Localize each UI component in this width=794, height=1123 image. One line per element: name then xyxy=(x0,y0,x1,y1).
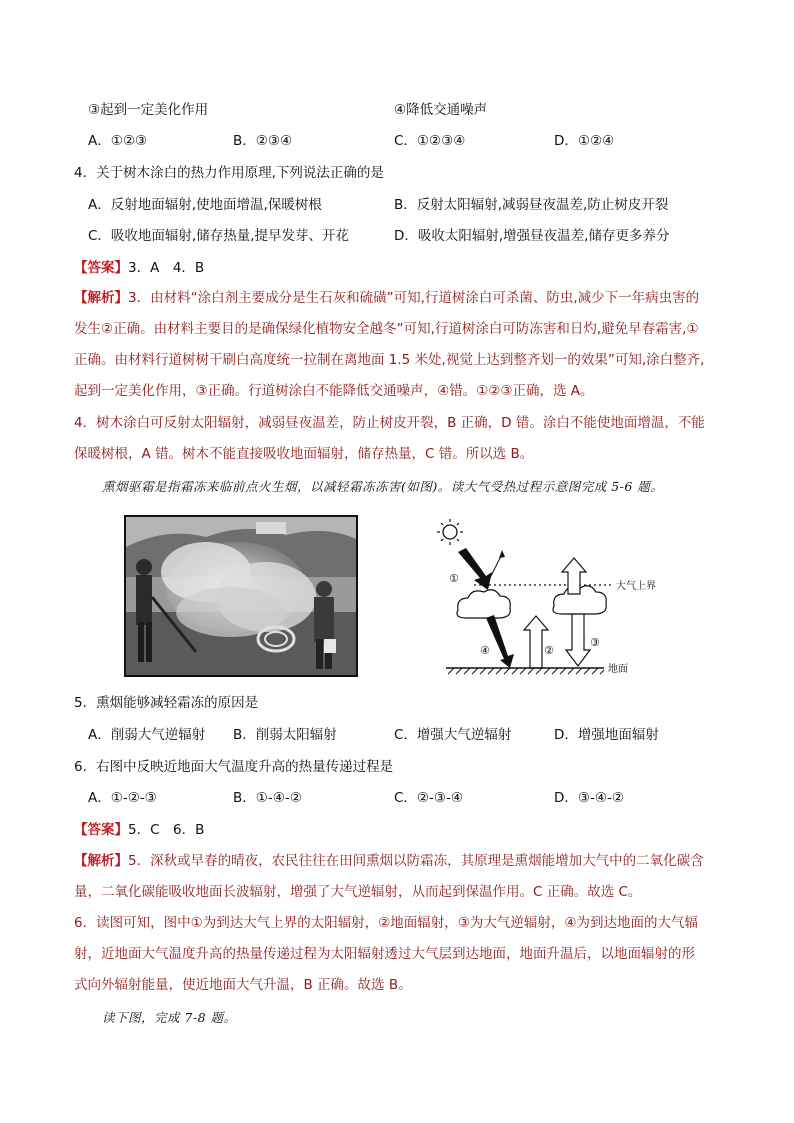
marker-2: ② xyxy=(544,644,554,657)
intro-7-8: 读下图，完成 7-8 题。 xyxy=(102,1010,237,1025)
q5-choice-a: A．削弱大气逆辐射 xyxy=(88,727,206,743)
explanation-3-4-line5: 4．树木涂白可反射太阳辐射，减弱昼夜温差，防止树皮开裂，B 正确，D 错。涂白不能使地面增温，不能 xyxy=(74,415,705,431)
explanation-3-4-line3: 正确。由材料行道树树干刷白高度统一拉制在离地面 1.5 米处,视觉上达到整齐划一的效果”可知,涂白整齐, xyxy=(74,352,705,368)
explanation-text: 3．由材料“涂白剂主要成分是生石灰和硫磺”可知,行道树涂白可杀菌、防虫,减少下一年病虫害的 xyxy=(128,290,700,306)
q3-choice-d: D．①②④ xyxy=(554,133,615,149)
sun-icon xyxy=(437,519,463,545)
explanation-5-6-line5: 式向外辐射能量，使近地面大气升温，B 正确。故选 B。 xyxy=(74,977,412,993)
explanation-tag: 【解析】 xyxy=(74,853,128,869)
answer-text: 5．C 6．B xyxy=(128,822,205,838)
q6-choice-c: C．②-③-④ xyxy=(394,790,463,806)
explanation-3-4-line1 xyxy=(74,288,699,308)
explanation-3-4-line4: 起到一定美化作用，③正确。行道树涂白不能降低交通噪声，④错。①②③正确，选 A。 xyxy=(74,383,594,399)
answer-text: 3．A 4．B xyxy=(128,260,205,276)
q6-choice-a: A．①-②-③ xyxy=(88,790,157,806)
q3-option-4: ④降低交通噪声 xyxy=(394,102,488,118)
top-of-atmosphere-label: 大气上界 xyxy=(616,581,656,592)
explanation-5-6-line3 xyxy=(74,913,698,933)
explanation-3-4-line6: 保暖树根，A 错。树木不能直接吸收地面辐射，储存热量，C 错。所以选 B。 xyxy=(74,446,534,462)
q4-choice-c: C．吸收地面辐射,储存热量,提早发芽、开花 xyxy=(88,228,350,244)
ground-label: 地面 xyxy=(608,664,628,675)
explanation-text-highlight: ②地面辐射，③为大气逆辐射，④为到达地面的大气辐 xyxy=(378,915,699,931)
q5-choice-d: D．增强地面辐射 xyxy=(554,727,659,743)
explanation-5-6-line2: 量，二氧化碳能吸收地面长波辐射，增强了大气逆辐射，从而起到保温作用。C 正确。故选 C。 xyxy=(74,884,642,900)
q4-choice-b: B．反射太阳辐射,减弱昼夜温差,防止树皮开裂 xyxy=(394,197,669,213)
cloud-left-icon xyxy=(457,590,510,618)
q5-choice-c: C．增强大气逆辐射 xyxy=(394,727,512,743)
atmosphere-heating-diagram xyxy=(436,518,686,676)
explanation-5-6-line1 xyxy=(74,851,704,871)
explanation-text: 5．深秋或早春的晴夜，农民往往在田间熏烟以防霜冻，其原理是熏烟能增加大气中的二氧化碳含 xyxy=(128,853,704,869)
answer-tag: 【答案】 xyxy=(74,822,128,838)
q3-choice-b: B．②③④ xyxy=(233,133,293,149)
explanation-tag: 【解析】 xyxy=(74,290,128,306)
q6-choice-b: B．①-④-② xyxy=(233,790,302,806)
q3-choice-c: C．①②③④ xyxy=(394,133,466,149)
q3-choice-a: A．①②③ xyxy=(88,133,148,149)
intro-5-6: 熏烟驱霜是指霜冻来临前点火生烟，以减轻霜冻冻害(如图)。读大气受热过程示意图完成 5-6 题。 xyxy=(102,479,664,494)
smoke-fumigation-photo xyxy=(124,515,358,677)
q4-choice-d: D．吸收太阳辐射,增强昼夜温差,储存更多养分 xyxy=(394,228,670,244)
marker-3: ③ xyxy=(590,636,600,649)
explanation-5-6-line4: 射，近地面大气温度升高的热量传递过程为太阳辐射透过大气层到达地面，地面升温后，以地面辐射的形 xyxy=(74,946,695,962)
q3-option-3: ③起到一定美化作用 xyxy=(88,102,209,118)
q4-stem: 4．关于树木涂白的热力作用原理,下列说法正确的是 xyxy=(74,165,384,181)
explanation-text: 6．读图可知，图中①为到达大气上界的太阳辐射， xyxy=(74,915,379,931)
q6-choice-d: D．③-④-② xyxy=(554,790,624,806)
marker-1: ① xyxy=(449,572,459,585)
answer-3-4 xyxy=(74,258,204,278)
answer-tag: 【答案】 xyxy=(74,260,128,276)
q4-choice-a: A．反射地面辐射,使地面增温,保暖树根 xyxy=(88,197,322,213)
answer-5-6 xyxy=(74,820,204,840)
marker-4: ④ xyxy=(480,644,490,657)
q5-stem: 5．熏烟能够减轻霜冻的原因是 xyxy=(74,695,259,711)
explanation-3-4-line2: 发生②正确。由材料主要目的是确保绿化植物安全越冬”可知,行道树涂白可防冻害和日灼,避免早春霜害,① xyxy=(74,321,699,337)
q6-stem: 6．右图中反映近地面大气温度升高的热量传递过程是 xyxy=(74,759,394,775)
q5-choice-b: B．削弱太阳辐射 xyxy=(233,727,337,743)
